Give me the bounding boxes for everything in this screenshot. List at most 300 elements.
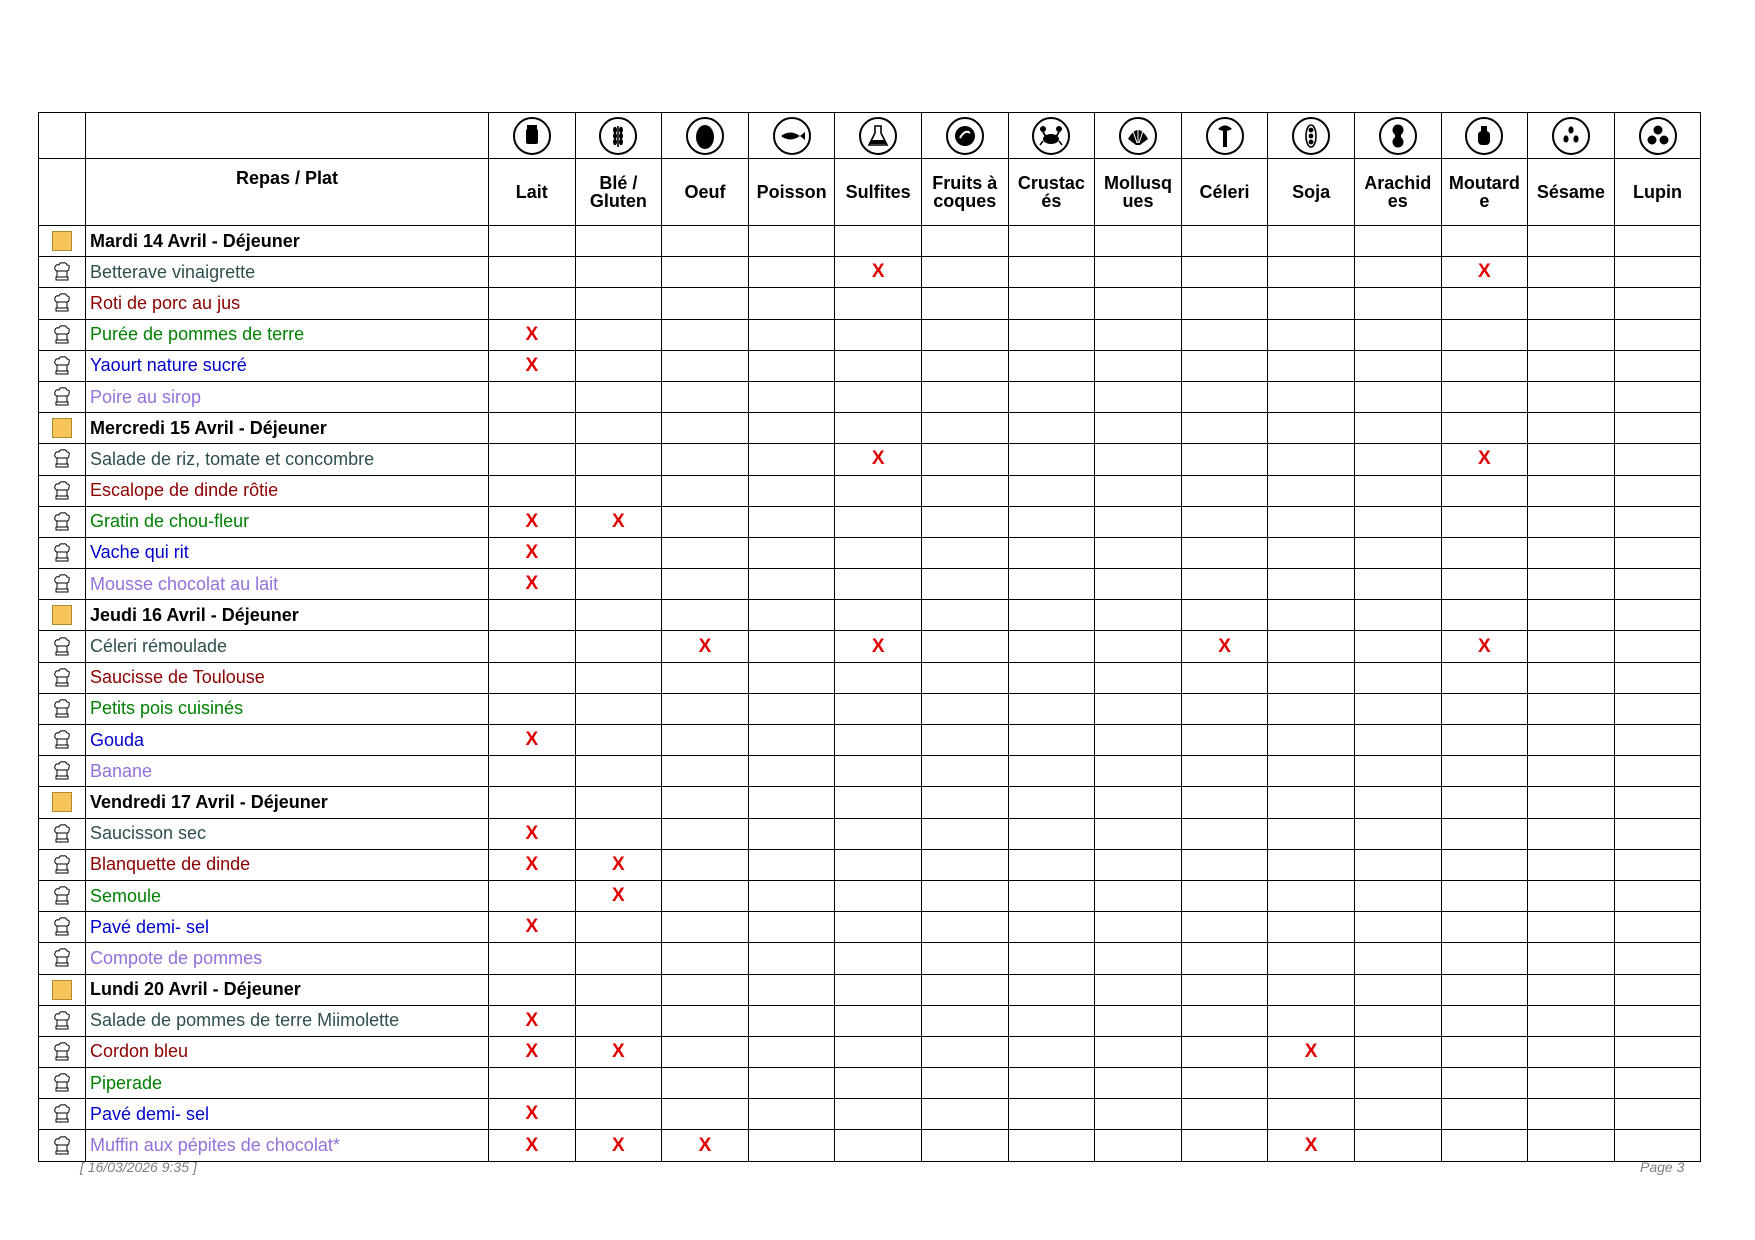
dish-name: Banane	[86, 756, 489, 787]
allergen-cell	[748, 974, 835, 1005]
chef-hat-icon	[39, 849, 86, 880]
dish-row	[39, 662, 1701, 693]
allergen-cell	[662, 880, 749, 911]
allergen-cell	[1354, 506, 1441, 537]
allergen-cell	[921, 880, 1008, 911]
allergen-cell	[1528, 257, 1615, 288]
allergen-cell	[1441, 1036, 1528, 1067]
allergen-cell	[835, 1130, 922, 1161]
allergen-cell	[662, 787, 749, 818]
dish-row	[39, 818, 1701, 849]
allergen-label-line: ues	[1122, 191, 1154, 211]
allergen-cell	[1095, 725, 1182, 756]
allergen-cell	[1008, 1036, 1095, 1067]
allergen-cell	[1095, 787, 1182, 818]
allergen-cell	[1095, 475, 1182, 506]
allergen-cell	[1528, 350, 1615, 381]
allergen-cell	[662, 537, 749, 568]
allergen-cell	[1614, 444, 1701, 475]
allergen-cell	[921, 257, 1008, 288]
allergen-cell	[748, 912, 835, 943]
allergen-cell	[1354, 381, 1441, 412]
allergen-cell	[1614, 662, 1701, 693]
allergen-cell	[662, 1036, 749, 1067]
allergen-cell	[748, 475, 835, 506]
allergen-cell	[1354, 693, 1441, 724]
allergen-cell	[575, 319, 662, 350]
allergen-cell	[575, 725, 662, 756]
allergen-cell	[921, 787, 1008, 818]
allergen-cell	[835, 506, 922, 537]
day-header-row	[39, 226, 1701, 257]
allergen-cell	[1528, 943, 1615, 974]
allergen-cell	[1095, 693, 1182, 724]
chef-hat-icon	[39, 1099, 86, 1130]
allergen-cell	[662, 974, 749, 1005]
allergen-column-header	[662, 159, 749, 226]
dish-name: Mousse chocolat au lait	[86, 569, 489, 600]
allergen-cell	[1095, 381, 1182, 412]
allergen-label-line: Mollusq	[1103, 173, 1172, 193]
allergen-cell	[1614, 537, 1701, 568]
dish-row	[39, 569, 1701, 600]
allergen-cell	[1268, 226, 1355, 257]
dish-row	[39, 475, 1701, 506]
chef-hat-icon	[39, 257, 86, 288]
allergen-cell	[1008, 693, 1095, 724]
allergen-cell	[1354, 974, 1441, 1005]
allergen-cell	[1268, 537, 1355, 568]
allergen-label-line: Gluten	[589, 191, 647, 211]
chef-hat-icon	[39, 943, 86, 974]
allergen-cell	[835, 725, 922, 756]
allergen-label-line: Blé /	[599, 173, 638, 193]
allergen-cell	[489, 756, 576, 787]
allergen-cell	[1528, 693, 1615, 724]
allergen-cell	[575, 912, 662, 943]
day-header-row	[39, 974, 1701, 1005]
allergen-column-header	[1354, 159, 1441, 226]
allergen-cell	[1095, 818, 1182, 849]
allergen-label-line: Poisson	[756, 182, 827, 202]
allergen-cell	[1008, 257, 1095, 288]
allergen-cell	[1268, 1005, 1355, 1036]
allergen-cell	[1354, 912, 1441, 943]
dish-name: Escalope de dinde rôtie	[86, 475, 489, 506]
allergen-cell	[1181, 693, 1268, 724]
allergen-cell	[1268, 381, 1355, 412]
allergen-cell	[1008, 444, 1095, 475]
allergen-cell	[835, 662, 922, 693]
allergen-mark: X	[489, 725, 576, 756]
allergen-cell	[1614, 226, 1701, 257]
allergen-cell	[1095, 849, 1182, 880]
allergen-cell	[1354, 631, 1441, 662]
allergen-mark: X	[489, 1130, 576, 1161]
allergen-cell	[1181, 444, 1268, 475]
allergen-cell	[1268, 1099, 1355, 1130]
allergen-cell	[1441, 537, 1528, 568]
allergen-cell	[835, 288, 922, 319]
allergen-cell	[1528, 974, 1615, 1005]
allergen-cell	[1528, 506, 1615, 537]
allergen-cell	[748, 1099, 835, 1130]
dish-name: Gratin de chou-fleur	[86, 506, 489, 537]
allergen-cell	[921, 849, 1008, 880]
allergen-cell	[748, 381, 835, 412]
allergen-cell	[1268, 943, 1355, 974]
allergen-cell	[1614, 1130, 1701, 1161]
allergen-column-header	[1095, 159, 1182, 226]
dish-name: Purée de pommes de terre	[86, 319, 489, 350]
allergen-cell	[921, 662, 1008, 693]
allergen-cell	[1095, 226, 1182, 257]
allergen-cell	[489, 1068, 576, 1099]
allergen-column-header	[921, 159, 1008, 226]
allergen-cell	[921, 413, 1008, 444]
allergen-cell	[1181, 756, 1268, 787]
allergen-cell	[1181, 849, 1268, 880]
soy-icon	[1268, 113, 1355, 159]
allergen-cell	[748, 880, 835, 911]
allergen-cell	[489, 475, 576, 506]
day-label: Jeudi 16 Avril - Déjeuner	[86, 600, 489, 631]
dish-row	[39, 1130, 1701, 1161]
allergen-cell	[748, 1130, 835, 1161]
allergen-cell	[575, 974, 662, 1005]
allergen-cell	[1181, 1005, 1268, 1036]
dish-name: Salade de pommes de terre Miimolette	[86, 1005, 489, 1036]
allergen-cell	[1268, 693, 1355, 724]
corner-cell	[39, 113, 86, 159]
allergen-cell	[835, 693, 922, 724]
corner-cell	[39, 159, 86, 226]
allergen-cell	[1268, 444, 1355, 475]
dish-row	[39, 943, 1701, 974]
allergen-cell	[1008, 849, 1095, 880]
dish-row	[39, 257, 1701, 288]
allergen-cell	[575, 787, 662, 818]
allergen-cell	[921, 818, 1008, 849]
allergen-cell	[921, 444, 1008, 475]
allergen-cell	[921, 1099, 1008, 1130]
allergen-cell	[1441, 849, 1528, 880]
allergen-cell	[489, 257, 576, 288]
allergen-cell	[921, 756, 1008, 787]
allergen-cell	[575, 569, 662, 600]
allergen-cell	[662, 693, 749, 724]
allergen-cell	[662, 600, 749, 631]
dish-column-header: Repas / Plat	[86, 159, 489, 226]
allergen-cell	[1528, 226, 1615, 257]
allergen-cell	[1354, 569, 1441, 600]
allergen-cell	[921, 1130, 1008, 1161]
allergen-cell	[835, 226, 922, 257]
allergen-cell	[1008, 350, 1095, 381]
allergen-cell	[921, 569, 1008, 600]
allergen-cell	[662, 413, 749, 444]
allergen-cell	[921, 506, 1008, 537]
allergen-cell	[1441, 880, 1528, 911]
allergen-cell	[1614, 912, 1701, 943]
allergen-cell	[1614, 693, 1701, 724]
dish-name: Céleri rémoulade	[86, 631, 489, 662]
allergen-cell	[1441, 475, 1528, 506]
allergen-cell	[748, 725, 835, 756]
chef-hat-icon	[39, 381, 86, 412]
allergen-cell	[1095, 537, 1182, 568]
allergen-cell	[921, 943, 1008, 974]
allergen-column-header	[489, 159, 576, 226]
allergen-mark: X	[489, 1099, 576, 1130]
allergen-cell	[1008, 756, 1095, 787]
allergen-label-line: Arachid	[1364, 173, 1432, 193]
allergen-cell	[1181, 880, 1268, 911]
allergen-cell	[1614, 756, 1701, 787]
allergen-cell	[1095, 257, 1182, 288]
allergen-cell	[748, 506, 835, 537]
allergen-cell	[1181, 787, 1268, 818]
allergen-column-header	[1614, 159, 1701, 226]
allergen-cell	[575, 257, 662, 288]
allergen-label-line: Fruits à	[932, 173, 998, 193]
wheat-icon	[575, 113, 662, 159]
allergen-cell	[1095, 631, 1182, 662]
dish-row	[39, 319, 1701, 350]
day-header-row	[39, 413, 1701, 444]
allergen-cell	[1181, 725, 1268, 756]
allergen-cell	[921, 1068, 1008, 1099]
allergen-cell	[1268, 725, 1355, 756]
allergen-cell	[1528, 818, 1615, 849]
allergen-cell	[489, 631, 576, 662]
allergen-cell	[1441, 226, 1528, 257]
nut-icon	[921, 113, 1008, 159]
allergen-cell	[921, 912, 1008, 943]
allergen-cell	[1354, 1099, 1441, 1130]
allergen-cell	[575, 1005, 662, 1036]
allergen-cell	[1441, 1099, 1528, 1130]
allergen-cell	[1095, 1068, 1182, 1099]
allergen-cell	[921, 537, 1008, 568]
chef-hat-icon	[39, 537, 86, 568]
allergen-column-header	[1441, 159, 1528, 226]
allergen-cell	[835, 600, 922, 631]
allergen-cell	[1181, 662, 1268, 693]
allergen-cell	[489, 444, 576, 475]
allergen-mark: X	[575, 1130, 662, 1161]
milk-icon	[489, 113, 576, 159]
allergen-cell	[1354, 849, 1441, 880]
allergen-cell	[1008, 381, 1095, 412]
allergen-cell	[662, 725, 749, 756]
allergen-cell	[1614, 943, 1701, 974]
allergen-cell	[835, 1068, 922, 1099]
allergen-cell	[1008, 569, 1095, 600]
allergen-mark: X	[489, 350, 576, 381]
allergen-label-line: Soja	[1292, 182, 1331, 202]
allergen-cell	[1095, 880, 1182, 911]
allergen-cell	[748, 413, 835, 444]
allergen-cell	[1441, 725, 1528, 756]
allergen-cell	[835, 413, 922, 444]
peanut-icon	[1354, 113, 1441, 159]
fish-icon	[748, 113, 835, 159]
allergen-cell	[1181, 475, 1268, 506]
allergen-cell	[1181, 1036, 1268, 1067]
allergen-cell	[489, 974, 576, 1005]
day-header-row	[39, 787, 1701, 818]
allergen-cell	[489, 381, 576, 412]
allergen-cell	[1095, 662, 1182, 693]
shell-icon	[1095, 113, 1182, 159]
allergen-cell	[1181, 912, 1268, 943]
chef-hat-icon	[39, 1036, 86, 1067]
allergen-cell	[1095, 444, 1182, 475]
allergen-mark: X	[835, 631, 922, 662]
allergen-cell	[1181, 1099, 1268, 1130]
day-label: Mercredi 15 Avril - Déjeuner	[86, 413, 489, 444]
allergen-cell	[1181, 288, 1268, 319]
allergen-label-line: e	[1479, 191, 1490, 211]
print-timestamp: [ 16/03/2026 9:35 ]	[80, 1159, 197, 1175]
dish-row	[39, 912, 1701, 943]
allergen-mark: X	[1441, 257, 1528, 288]
allergen-cell	[1441, 413, 1528, 444]
allergen-cell	[835, 912, 922, 943]
allergen-label-line: és	[1041, 191, 1062, 211]
dish-row	[39, 1099, 1701, 1130]
allergen-cell	[1268, 319, 1355, 350]
allergen-cell	[1354, 787, 1441, 818]
allergen-cell	[1441, 569, 1528, 600]
allergen-mark: X	[489, 818, 576, 849]
allergen-cell	[1441, 662, 1528, 693]
allergen-cell	[1268, 475, 1355, 506]
dish-row	[39, 506, 1701, 537]
allergen-cell	[1614, 475, 1701, 506]
allergen-cell	[1181, 413, 1268, 444]
allergen-mark: X	[1441, 444, 1528, 475]
dish-row	[39, 756, 1701, 787]
chef-hat-icon	[39, 288, 86, 319]
allergen-cell	[575, 943, 662, 974]
allergen-cell	[1528, 444, 1615, 475]
allergen-cell	[1528, 569, 1615, 600]
allergen-cell	[1181, 257, 1268, 288]
chef-hat-icon	[39, 475, 86, 506]
allergen-cell	[1268, 350, 1355, 381]
allergen-cell	[1354, 288, 1441, 319]
allergen-cell	[489, 288, 576, 319]
allergen-cell	[1528, 756, 1615, 787]
allergen-cell	[835, 818, 922, 849]
allergen-cell	[1008, 475, 1095, 506]
allergen-cell	[575, 444, 662, 475]
allergen-cell	[1008, 787, 1095, 818]
allergen-mark: X	[1268, 1036, 1355, 1067]
allergen-cell	[1008, 662, 1095, 693]
allergen-cell	[1528, 631, 1615, 662]
allergen-cell	[1268, 569, 1355, 600]
allergen-cell	[921, 226, 1008, 257]
allergen-cell	[1441, 319, 1528, 350]
allergen-cell	[748, 257, 835, 288]
dish-name: Gouda	[86, 725, 489, 756]
lupin-icon	[1614, 113, 1701, 159]
allergen-mark: X	[489, 1005, 576, 1036]
allergen-cell	[1095, 288, 1182, 319]
allergen-cell	[1528, 1099, 1615, 1130]
allergen-cell	[921, 600, 1008, 631]
allergen-cell	[1614, 1068, 1701, 1099]
allergen-cell	[489, 787, 576, 818]
allergen-cell	[1008, 506, 1095, 537]
crab-icon	[1008, 113, 1095, 159]
allergen-cell	[748, 1068, 835, 1099]
allergen-cell	[662, 756, 749, 787]
allergen-mark: X	[575, 849, 662, 880]
allergen-cell	[1008, 319, 1095, 350]
allergen-cell	[748, 288, 835, 319]
allergen-cell	[1181, 569, 1268, 600]
allergen-cell	[1528, 725, 1615, 756]
dish-name: Piperade	[86, 1068, 489, 1099]
allergen-cell	[1614, 787, 1701, 818]
allergen-cell	[1614, 880, 1701, 911]
allergen-cell	[575, 413, 662, 444]
allergen-cell	[1528, 475, 1615, 506]
allergen-cell	[1181, 1068, 1268, 1099]
allergen-cell	[1181, 818, 1268, 849]
allergen-cell	[835, 756, 922, 787]
dish-row	[39, 1005, 1701, 1036]
allergen-cell	[835, 1036, 922, 1067]
allergen-cell	[1354, 725, 1441, 756]
allergen-mark: X	[1268, 1130, 1355, 1161]
allergen-cell	[1354, 1130, 1441, 1161]
allergen-cell	[1614, 257, 1701, 288]
chef-hat-icon	[39, 693, 86, 724]
allergen-mark: X	[489, 506, 576, 537]
allergen-cell	[748, 849, 835, 880]
allergen-cell	[748, 569, 835, 600]
dish-row	[39, 444, 1701, 475]
allergen-mark: X	[489, 569, 576, 600]
day-marker-icon	[39, 974, 86, 1005]
allergen-label-line: Sulfites	[845, 182, 911, 202]
allergen-cell	[575, 600, 662, 631]
chef-hat-icon	[39, 506, 86, 537]
allergen-cell	[921, 725, 1008, 756]
allergen-label-line: Crustac	[1017, 173, 1085, 193]
allergen-mark: X	[835, 257, 922, 288]
allergen-cell	[662, 849, 749, 880]
allergen-cell	[835, 569, 922, 600]
allergen-cell	[1268, 600, 1355, 631]
allergen-cell	[921, 475, 1008, 506]
allergen-cell	[1441, 693, 1528, 724]
allergen-cell	[748, 631, 835, 662]
chef-hat-icon	[39, 880, 86, 911]
allergen-cell	[1354, 600, 1441, 631]
dish-name: Yaourt nature sucré	[86, 350, 489, 381]
dish-name: Pavé demi- sel	[86, 912, 489, 943]
dish-row	[39, 725, 1701, 756]
chef-hat-icon	[39, 912, 86, 943]
allergen-cell	[662, 912, 749, 943]
day-marker-icon	[39, 600, 86, 631]
